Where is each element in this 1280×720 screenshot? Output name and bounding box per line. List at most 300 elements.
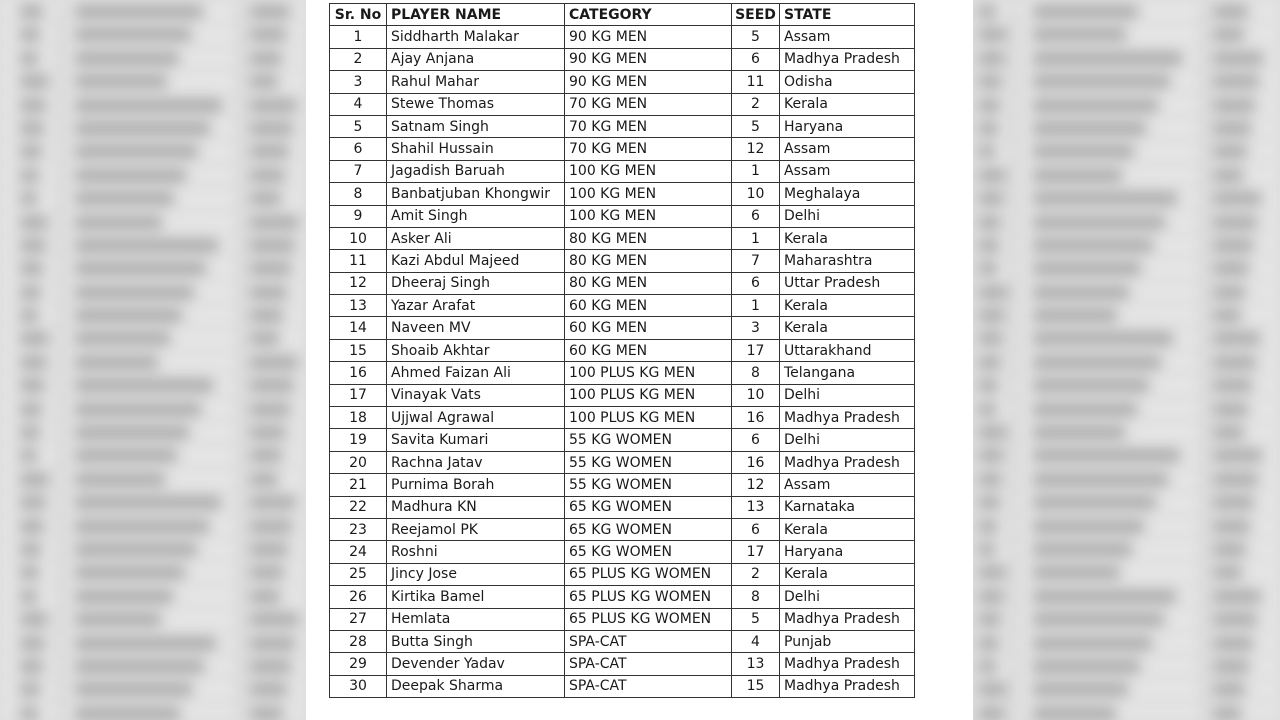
cell-state: Madhya Pradesh	[780, 451, 915, 473]
ghost-text-bar	[1213, 170, 1243, 181]
ghost-text-bar	[978, 404, 996, 415]
cell-seed: 8	[732, 362, 780, 384]
ghost-text-bar	[1213, 357, 1256, 368]
ghost-text-bar	[978, 567, 1006, 578]
ghost-row	[973, 257, 1280, 280]
ghost-text-bar	[20, 497, 46, 508]
cell-seed: 1	[732, 295, 780, 317]
ghost-row	[0, 351, 306, 374]
ghost-row	[0, 585, 306, 608]
cell-category: 90 KG MEN	[565, 71, 732, 93]
cell-sr-no: 9	[330, 205, 387, 227]
cell-state: Assam	[780, 160, 915, 182]
table-row	[330, 496, 915, 518]
ghost-row	[973, 327, 1280, 350]
ghost-text-bar	[1033, 287, 1129, 298]
cell-state: Assam	[780, 138, 915, 160]
table-row	[330, 474, 915, 496]
ghost-text-bar	[75, 708, 180, 719]
ghost-text-bar	[75, 427, 189, 438]
cell-player-name: Rachna Jatav	[387, 451, 565, 473]
cell-player-name: Deepak Sharma	[387, 675, 565, 697]
ghost-text-bar	[1033, 544, 1132, 555]
ghost-text-bar	[1213, 333, 1260, 344]
ghost-text-bar	[250, 591, 280, 602]
table-row	[330, 586, 915, 608]
cell-seed: 6	[732, 518, 780, 540]
ghost-text-bar	[1033, 614, 1164, 625]
ghost-text-bar	[250, 708, 283, 719]
header-seed: SEED	[732, 4, 780, 26]
cell-category: 60 KG MEN	[565, 339, 732, 361]
ghost-text-bar	[978, 76, 1002, 87]
ghost-text-bar	[250, 684, 287, 695]
ghost-text-bar	[1213, 450, 1262, 461]
ghost-text-bar	[20, 6, 43, 17]
cell-category: 65 PLUS KG WOMEN	[565, 586, 732, 608]
ghost-text-bar	[75, 263, 206, 274]
cell-player-name: Roshni	[387, 541, 565, 563]
cell-state: Kerala	[780, 227, 915, 249]
cell-player-name: Kazi Abdul Majeed	[387, 250, 565, 272]
ghost-text-bar	[1033, 661, 1140, 672]
cell-sr-no: 2	[330, 48, 387, 70]
table-row	[330, 295, 915, 317]
ghost-text-bar	[978, 427, 1007, 438]
cell-state: Delhi	[780, 384, 915, 406]
ghost-text-bar	[75, 123, 210, 134]
cell-sr-no: 11	[330, 250, 387, 272]
header-player-name: PLAYER NAME	[387, 4, 565, 26]
ghost-text-bar	[20, 661, 43, 672]
cell-state: Madhya Pradesh	[780, 653, 915, 675]
cell-player-name: Vinayak Vats	[387, 384, 565, 406]
ghost-text-bar	[1033, 76, 1170, 87]
cell-category: SPA-CAT	[565, 630, 732, 652]
cell-seed: 1	[732, 227, 780, 249]
cell-player-name: Reejamol PK	[387, 518, 565, 540]
ghost-text-bar	[20, 427, 40, 438]
ghost-text-bar	[75, 661, 204, 672]
ghost-row	[0, 164, 306, 187]
ghost-text-bar	[20, 310, 38, 321]
ghost-row	[973, 678, 1280, 701]
cell-player-name: Ujjwal Agrawal	[387, 407, 565, 429]
ghost-text-bar	[75, 240, 218, 251]
ghost-text-bar	[978, 474, 1002, 485]
cell-player-name: Ajay Anjana	[387, 48, 565, 70]
cell-player-name: Jincy Jose	[387, 563, 565, 585]
ghost-text-bar	[75, 310, 182, 321]
cell-sr-no: 18	[330, 407, 387, 429]
ghost-text-bar	[20, 474, 49, 485]
ghost-text-bar	[75, 404, 201, 415]
ghost-text-bar	[978, 123, 998, 134]
ghost-text-bar	[1213, 76, 1259, 87]
ghost-text-bar	[20, 521, 44, 532]
cell-category: 100 PLUS KG MEN	[565, 362, 732, 384]
ghost-text-bar	[978, 6, 996, 17]
ghost-text-bar	[978, 380, 998, 391]
cell-sr-no: 29	[330, 653, 387, 675]
ghost-text-bar	[1213, 544, 1246, 555]
blurred-background-left	[0, 0, 306, 720]
ghost-text-bar	[978, 544, 995, 555]
table-row	[330, 563, 915, 585]
blurred-background-right	[973, 0, 1280, 720]
ghost-text-bar	[250, 76, 278, 87]
ghost-text-bar	[250, 123, 293, 134]
ghost-text-bar	[1033, 263, 1141, 274]
cell-state: Kerala	[780, 317, 915, 339]
cell-player-name: Banbatjuban Khongwir	[387, 183, 565, 205]
ghost-row	[0, 702, 306, 720]
ghost-text-bar	[1213, 29, 1244, 40]
cell-sr-no: 15	[330, 339, 387, 361]
ghost-row	[973, 351, 1280, 374]
cell-category: 100 PLUS KG MEN	[565, 384, 732, 406]
cell-category: 65 KG WOMEN	[565, 496, 732, 518]
ghost-text-bar	[75, 53, 179, 64]
table-row	[330, 518, 915, 540]
ghost-row	[973, 281, 1280, 304]
ghost-text-bar	[250, 661, 291, 672]
ghost-row	[973, 632, 1280, 655]
cell-category: SPA-CAT	[565, 653, 732, 675]
cell-seed: 8	[732, 586, 780, 608]
ghost-text-bar	[20, 380, 45, 391]
cell-state: Kerala	[780, 563, 915, 585]
ghost-text-bar	[250, 638, 295, 649]
ghost-text-bar	[250, 240, 295, 251]
cell-seed: 13	[732, 653, 780, 675]
cell-sr-no: 13	[330, 295, 387, 317]
cell-sr-no: 1	[330, 26, 387, 48]
table-row	[330, 317, 915, 339]
cell-player-name: Siddharth Malakar	[387, 26, 565, 48]
cell-player-name: Devender Yadav	[387, 653, 565, 675]
ghost-text-bar	[75, 100, 222, 111]
ghost-row	[973, 585, 1280, 608]
table-row	[330, 115, 915, 137]
table-row	[330, 451, 915, 473]
table-row	[330, 541, 915, 563]
ghost-row	[973, 608, 1280, 631]
cell-state: Haryana	[780, 115, 915, 137]
ghost-row	[973, 702, 1280, 720]
ghost-text-bar	[978, 193, 1004, 204]
cell-category: 65 KG WOMEN	[565, 518, 732, 540]
ghost-text-bar	[978, 287, 1008, 298]
ghost-text-bar	[250, 170, 285, 181]
ghost-row	[0, 398, 306, 421]
ghost-row	[973, 655, 1280, 678]
ghost-text-bar	[1213, 567, 1242, 578]
cell-seed: 13	[732, 496, 780, 518]
ghost-text-bar	[978, 29, 1007, 40]
table-header-row	[330, 4, 915, 26]
ghost-row	[0, 257, 306, 280]
ghost-text-bar	[978, 217, 1001, 228]
ghost-text-bar	[1033, 123, 1146, 134]
cell-seed: 6	[732, 205, 780, 227]
cell-state: Madhya Pradesh	[780, 608, 915, 630]
ghost-text-bar	[20, 287, 41, 298]
ghost-row	[973, 421, 1280, 444]
cell-player-name: Asker Ali	[387, 227, 565, 249]
table-row	[330, 384, 915, 406]
table-row	[330, 272, 915, 294]
ghost-text-bar	[250, 217, 299, 228]
cell-seed: 6	[732, 48, 780, 70]
ghost-text-bar	[250, 100, 297, 111]
cell-seed: 3	[732, 317, 780, 339]
ghost-text-bar	[1213, 591, 1261, 602]
table-row	[330, 362, 915, 384]
ghost-text-bar	[250, 357, 298, 368]
ghost-text-bar	[75, 217, 162, 228]
ghost-text-bar	[250, 427, 286, 438]
ghost-row	[973, 561, 1280, 584]
cell-seed: 16	[732, 407, 780, 429]
cell-seed: 5	[732, 26, 780, 48]
cell-player-name: Hemlata	[387, 608, 565, 630]
cell-seed: 17	[732, 541, 780, 563]
ghost-row	[0, 281, 306, 304]
ghost-text-bar	[20, 76, 49, 87]
cell-state: Madhya Pradesh	[780, 48, 915, 70]
ghost-text-bar	[1213, 193, 1261, 204]
table-row	[330, 653, 915, 675]
ghost-text-bar	[1033, 217, 1165, 228]
ghost-text-bar	[1033, 708, 1116, 719]
ghost-text-bar	[1213, 146, 1247, 157]
ghost-text-bar	[1033, 193, 1177, 204]
ghost-text-bar	[978, 170, 1006, 181]
cell-sr-no: 8	[330, 183, 387, 205]
ghost-row	[0, 655, 306, 678]
ghost-text-bar	[1213, 521, 1250, 532]
ghost-row	[0, 491, 306, 514]
ghost-text-bar	[20, 708, 38, 719]
table-row	[330, 339, 915, 361]
ghost-text-bar	[250, 544, 288, 555]
ghost-text-bar	[1033, 521, 1144, 532]
cell-seed: 7	[732, 250, 780, 272]
ghost-text-bar	[1213, 53, 1263, 64]
table-row	[330, 138, 915, 160]
ghost-row	[0, 678, 306, 701]
ghost-text-bar	[978, 146, 995, 157]
ghost-text-bar	[20, 123, 44, 134]
cell-category: 100 PLUS KG MEN	[565, 407, 732, 429]
cell-category: 65 PLUS KG WOMEN	[565, 563, 732, 585]
ghost-text-bar	[250, 287, 287, 298]
cell-category: 80 KG MEN	[565, 250, 732, 272]
cell-state: Haryana	[780, 541, 915, 563]
ghost-text-bar	[1213, 100, 1255, 111]
ghost-text-bar	[250, 380, 294, 391]
cell-player-name: Purnima Borah	[387, 474, 565, 496]
cell-seed: 10	[732, 384, 780, 406]
cell-seed: 6	[732, 429, 780, 451]
cell-seed: 10	[732, 183, 780, 205]
cell-seed: 2	[732, 93, 780, 115]
cell-sr-no: 12	[330, 272, 387, 294]
cell-sr-no: 26	[330, 586, 387, 608]
ghost-text-bar	[75, 380, 213, 391]
ghost-text-bar	[1033, 450, 1180, 461]
ghost-text-bar	[1033, 638, 1152, 649]
ghost-text-bar	[978, 521, 997, 532]
ghost-text-bar	[1213, 263, 1249, 274]
table-row	[330, 429, 915, 451]
ghost-text-bar	[75, 497, 221, 508]
ghost-text-bar	[1213, 310, 1241, 321]
cell-state: Delhi	[780, 586, 915, 608]
ghost-row	[973, 23, 1280, 46]
ghost-text-bar	[1033, 357, 1161, 368]
cell-player-name: Jagadish Baruah	[387, 160, 565, 182]
ghost-text-bar	[1213, 684, 1245, 695]
ghost-text-bar	[250, 404, 290, 415]
ghost-text-bar	[1213, 427, 1244, 438]
cell-player-name: Ahmed Faizan Ali	[387, 362, 565, 384]
ghost-text-bar	[75, 450, 177, 461]
cell-seed: 2	[732, 563, 780, 585]
ghost-text-bar	[1213, 6, 1248, 17]
ghost-row	[0, 47, 306, 70]
ghost-row	[973, 304, 1280, 327]
ghost-text-bar	[250, 614, 299, 625]
cell-state: Telangana	[780, 362, 915, 384]
ghost-row	[0, 327, 306, 350]
ghost-text-bar	[75, 474, 165, 485]
header-category: CATEGORY	[565, 4, 732, 26]
ghost-row	[0, 374, 306, 397]
ghost-row	[973, 117, 1280, 140]
table-row	[330, 227, 915, 249]
cell-seed: 4	[732, 630, 780, 652]
cell-category: 100 KG MEN	[565, 183, 732, 205]
ghost-row	[973, 187, 1280, 210]
cell-sr-no: 5	[330, 115, 387, 137]
cell-player-name: Satnam Singh	[387, 115, 565, 137]
ghost-text-bar	[75, 193, 174, 204]
cell-state: Delhi	[780, 205, 915, 227]
ghost-row	[973, 374, 1280, 397]
cell-sr-no: 27	[330, 608, 387, 630]
ghost-text-bar	[978, 661, 996, 672]
cell-seed: 12	[732, 474, 780, 496]
ghost-row	[973, 140, 1280, 163]
cell-state: Meghalaya	[780, 183, 915, 205]
ghost-row	[973, 47, 1280, 70]
ghost-text-bar	[1033, 684, 1128, 695]
ghost-text-bar	[250, 567, 284, 578]
cell-category: 70 KG MEN	[565, 115, 732, 137]
ghost-text-bar	[75, 544, 197, 555]
ghost-row	[0, 0, 306, 23]
ghost-row	[973, 444, 1280, 467]
table-row	[330, 630, 915, 652]
ghost-text-bar	[1033, 170, 1122, 181]
cell-sr-no: 28	[330, 630, 387, 652]
cell-category: 70 KG MEN	[565, 93, 732, 115]
cell-state: Odisha	[780, 71, 915, 93]
cell-player-name: Madhura KN	[387, 496, 565, 518]
cell-category: 100 KG MEN	[565, 160, 732, 182]
table-row	[330, 608, 915, 630]
cell-seed: 1	[732, 160, 780, 182]
cell-state: Assam	[780, 474, 915, 496]
ghost-text-bar	[75, 614, 161, 625]
ghost-text-bar	[978, 333, 1003, 344]
ghost-text-bar	[20, 170, 39, 181]
ghost-text-bar	[75, 170, 186, 181]
cell-sr-no: 25	[330, 563, 387, 585]
ghost-text-bar	[20, 567, 39, 578]
ghost-text-bar	[75, 684, 192, 695]
cell-category: SPA-CAT	[565, 675, 732, 697]
ghost-text-bar	[250, 263, 291, 274]
cell-player-name: Kirtika Bamel	[387, 586, 565, 608]
cell-seed: 5	[732, 608, 780, 630]
cell-category: 65 KG WOMEN	[565, 541, 732, 563]
ghost-text-bar	[1213, 614, 1257, 625]
ghost-text-bar	[250, 53, 282, 64]
ghost-row	[973, 538, 1280, 561]
ghost-text-bar	[978, 591, 1004, 602]
ghost-text-bar	[1213, 404, 1248, 415]
cell-player-name: Naveen MV	[387, 317, 565, 339]
cell-seed: 16	[732, 451, 780, 473]
ghost-text-bar	[1033, 333, 1173, 344]
cell-seed: 5	[732, 115, 780, 137]
ghost-text-bar	[978, 263, 997, 274]
cell-category: 60 KG MEN	[565, 317, 732, 339]
ghost-text-bar	[978, 240, 999, 251]
player-roster-table	[329, 3, 915, 698]
ghost-text-bar	[250, 521, 292, 532]
ghost-text-bar	[250, 310, 283, 321]
ghost-text-bar	[1213, 240, 1253, 251]
ghost-row	[973, 491, 1280, 514]
cell-player-name: Yazar Arafat	[387, 295, 565, 317]
ghost-row	[0, 117, 306, 140]
ghost-text-bar	[250, 193, 281, 204]
table-row	[330, 205, 915, 227]
ghost-row	[0, 538, 306, 561]
cell-sr-no: 17	[330, 384, 387, 406]
table-row	[330, 48, 915, 70]
cell-player-name: Amit Singh	[387, 205, 565, 227]
cell-category: 80 KG MEN	[565, 272, 732, 294]
ghost-row	[0, 23, 306, 46]
ghost-text-bar	[1033, 100, 1158, 111]
ghost-text-bar	[20, 684, 40, 695]
ghost-row	[973, 234, 1280, 257]
ghost-text-bar	[978, 53, 1005, 64]
cell-sr-no: 20	[330, 451, 387, 473]
cell-player-name: Shahil Hussain	[387, 138, 565, 160]
cell-player-name: Stewe Thomas	[387, 93, 565, 115]
ghost-text-bar	[1033, 474, 1168, 485]
ghost-row	[973, 70, 1280, 93]
ghost-row	[0, 608, 306, 631]
table-row	[330, 71, 915, 93]
ghost-row	[973, 468, 1280, 491]
